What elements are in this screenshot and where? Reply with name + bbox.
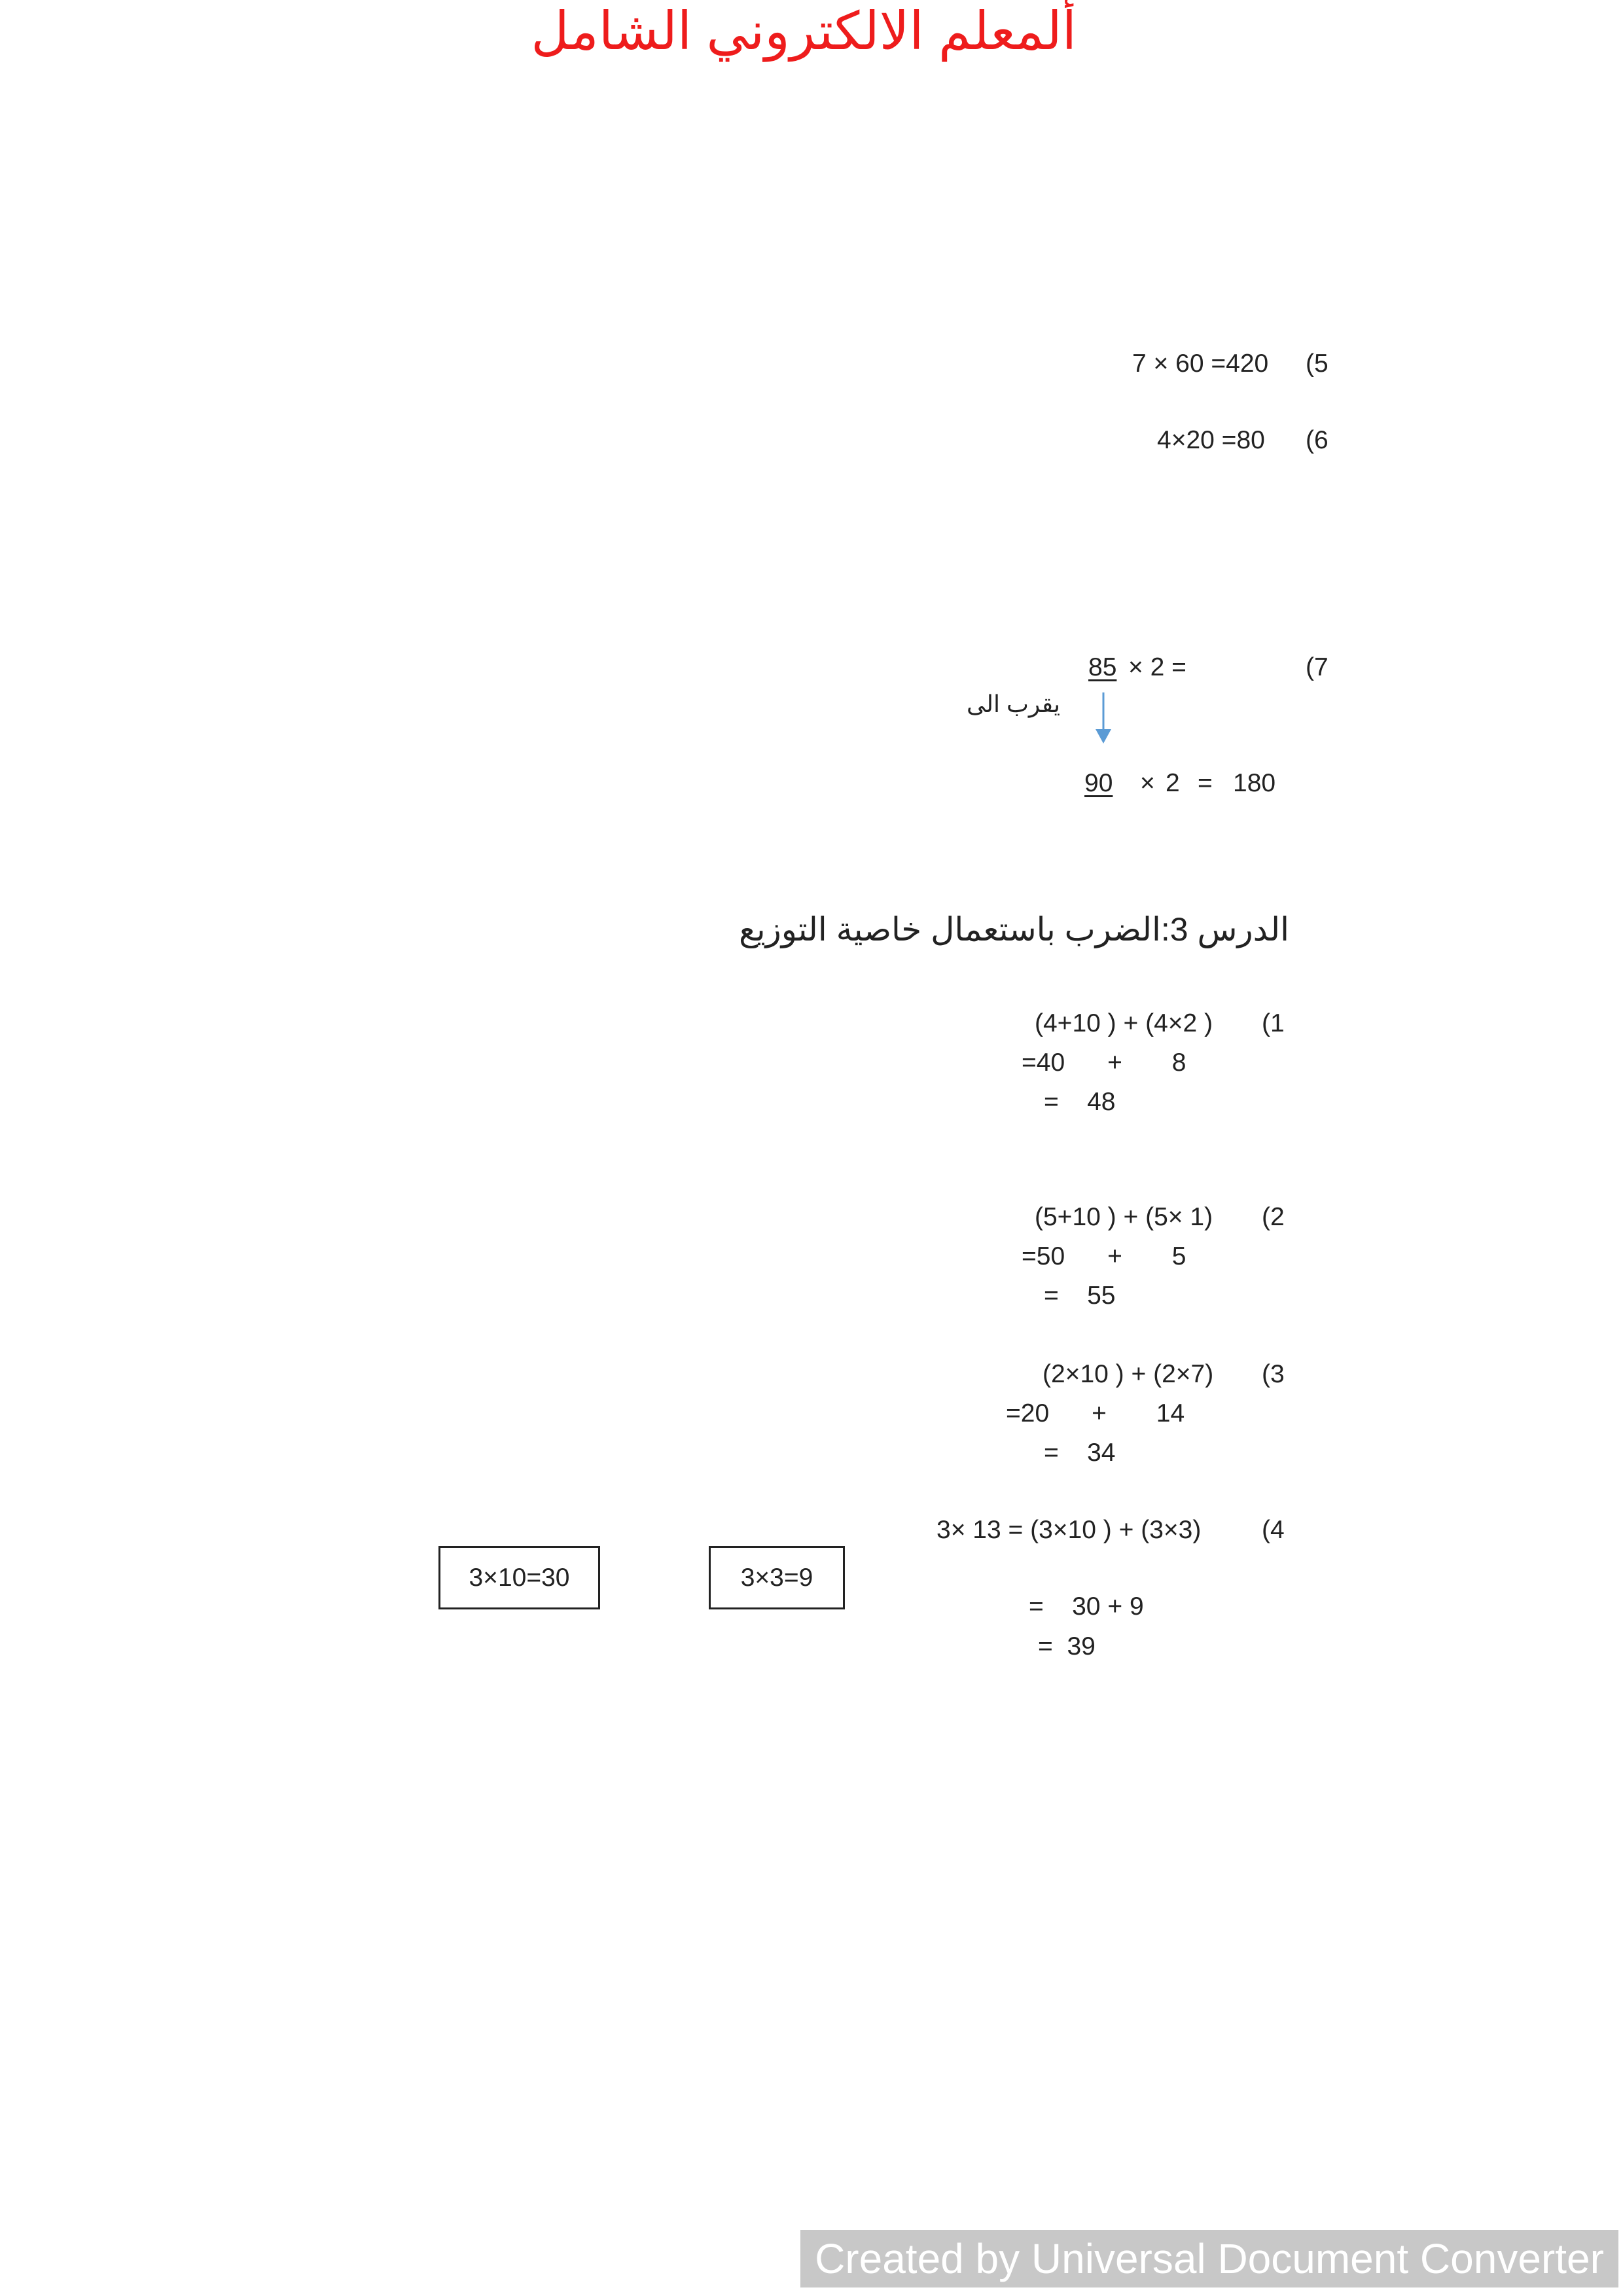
distributive-2-total: = 55	[1044, 1282, 1116, 1310]
rounding-label: يقرب الى	[967, 691, 1060, 717]
problem-7-number: (7	[1306, 653, 1329, 681]
partial-product-3x3: 3×3=9	[740, 1563, 813, 1592]
converter-watermark-text: Created by Universal Document Converter	[815, 2235, 1604, 2282]
distributive-1-number: (1	[1262, 1009, 1285, 1037]
rounded-factor: 2	[1166, 769, 1180, 797]
rounding-original-number: 85	[1088, 653, 1117, 681]
rounded-number: 90	[1084, 769, 1113, 797]
problem-6-number: (6	[1306, 426, 1329, 454]
distributive-4-total: = 39	[1038, 1632, 1096, 1660]
rounded-equals: =	[1198, 769, 1213, 797]
partial-product-box-3x10	[438, 1546, 600, 1609]
problem-5-number: (5	[1306, 350, 1329, 378]
distributive-1-partials: =40 + 8	[1022, 1049, 1186, 1077]
distributive-4-expression: 3× 13 = (3×10 ) + (3×3)	[936, 1516, 1202, 1544]
distributive-3-total: = 34	[1044, 1439, 1116, 1467]
distributive-2-partials: =50 + 5	[1022, 1242, 1186, 1270]
distributive-1-expression: (4+10 ) + (4×2 )	[1035, 1009, 1213, 1037]
distributive-3-expression: (2×10 ) + (2×7)	[1043, 1360, 1214, 1388]
problem-5-expression: 7 × 60 =420	[1132, 350, 1269, 378]
converter-watermark	[800, 2230, 1618, 2287]
distributive-2-number: (2	[1262, 1203, 1285, 1231]
partial-product-3x10: 3×10=30	[469, 1563, 570, 1592]
distributive-4-number: (4	[1262, 1516, 1285, 1544]
rounding-arrow	[1092, 692, 1115, 745]
distributive-4-partials: = 30 + 9	[1029, 1592, 1144, 1621]
distributive-3-partials: =20 + 14	[1006, 1399, 1185, 1427]
page-title: ألمعلم الالكتروني الشامل	[531, 2, 1077, 60]
rounded-operator: ×	[1140, 769, 1155, 797]
distributive-1-total: = 48	[1044, 1088, 1116, 1116]
distributive-2-expression: (5+10 ) + (5× 1)	[1035, 1203, 1213, 1231]
partial-product-box-3x3	[709, 1546, 845, 1609]
rounding-original-rest: × 2 =	[1128, 653, 1186, 681]
problem-6-expression: 4×20 =80	[1157, 426, 1265, 454]
distributive-3-number: (3	[1262, 1360, 1285, 1388]
rounded-result: 180	[1233, 769, 1276, 797]
lesson-title: الدرس 3:الضرب باستعمال خاصية التوزيع	[739, 911, 1289, 948]
